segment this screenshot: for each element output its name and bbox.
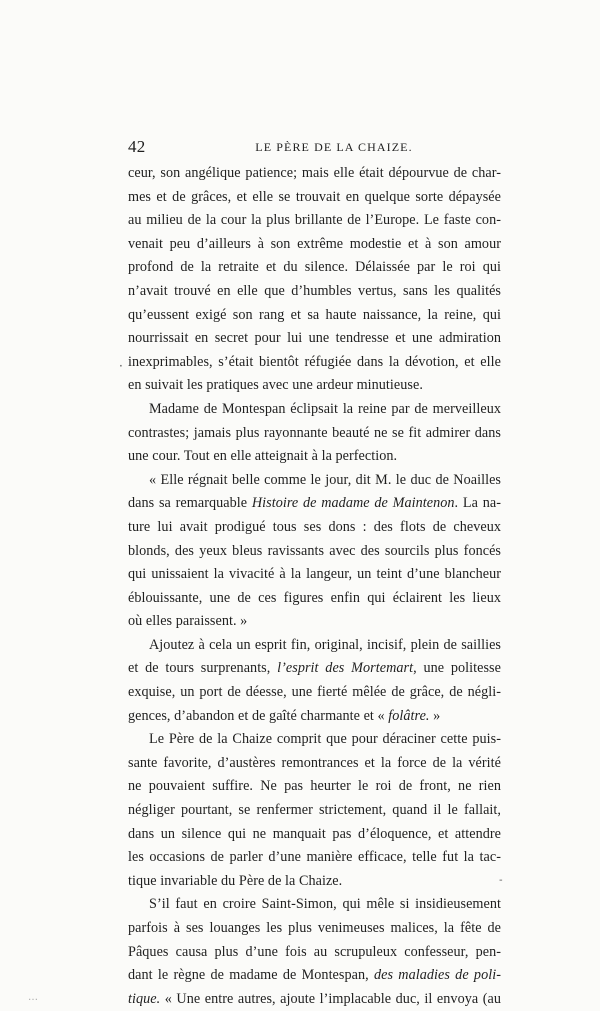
text-line: n’avait trouvé en elle que d’humbles vertus, sans les qualités <box>128 282 501 299</box>
page-number: 42 <box>128 137 146 156</box>
text-line: parfois à ses louanges les plus venimeuses malices, la fête de <box>128 920 501 936</box>
text-line: ne pouvaient suffire. Ne pas heurter le roi de front, ne rien <box>128 778 501 795</box>
text-line: profond de la retraite et du silence. Délaissée par le roi qui <box>128 259 501 276</box>
text-line: « Elle régnait belle comme le jour, dit M. le duc de Noailles <box>149 471 501 488</box>
text-line: Ajoutez à cela un esprit fin, original, incisif, plein de saillies <box>149 636 501 653</box>
text-line: dans un silence qui ne manquait pas d’éloquence, et attendre <box>128 825 501 842</box>
text-line: blonds, des yeux bleus ravissants avec des sourcils plus foncés <box>128 542 501 559</box>
text-line: mes et de grâces, et elle se trouvait en quelque sorte dépaysée <box>128 188 501 205</box>
italic-text: des maladies de poli- <box>373 967 501 984</box>
text-line: Le Père de la Chaize comprit que pour déraciner cette puis- <box>149 731 501 748</box>
text-line: éblouissante, une de ces figures enfin qui éclairent les lieux <box>128 589 501 606</box>
text-line: une cour. Tout en elle atteignait à la perfection. <box>128 448 398 465</box>
text-line: contrastes; jamais plus rayonnante beauté ne se fit admirer dans <box>128 424 501 441</box>
text-line: S’il faut en croire Saint-Simon, qui mêle si insidieusement <box>149 896 501 913</box>
body-text <box>128 162 501 1011</box>
text-line: Madame de Montespan éclipsait la reine par de merveilleux <box>149 400 501 417</box>
text-line: gences, d’abandon et de gaîté charmante et « folâtre. » <box>128 707 441 724</box>
text-line: dant le règne de madame de Montespan, des maladies de poli- <box>128 967 501 984</box>
text-line: nourrissait en secret pour lui une tendresse et une admiration <box>128 330 501 347</box>
text-line: dans sa remarquable Histoire de madame de Maintenon. La na- <box>128 495 501 512</box>
text-line: en suivait les pratiques avec une ardeur minutieuse. <box>128 377 423 394</box>
italic-text: l’esprit des Mortemart <box>277 660 414 677</box>
page-speck: … <box>28 992 38 1003</box>
italic-text: tique. <box>128 990 161 1007</box>
page-speck: - <box>499 875 503 886</box>
text-line: les occasions de parler d’une manière efficace, telle fut la tac- <box>128 849 501 866</box>
text-line: venait peu d’ailleurs à son extrême modestie et à son amour <box>128 235 501 252</box>
text-line: sante favorite, d’austères remontrances et la force de la vérité <box>128 754 501 771</box>
text-line: où elles paraissent. » <box>128 613 248 630</box>
text-line: Pâques causa plus d’une fois au scrupuleux confesseur, pen- <box>128 943 501 960</box>
text-line: ture lui avait prodigué tous ses dons : des flots de cheveux <box>128 518 501 535</box>
italic-text: Histoire de madame de Maintenon <box>251 495 455 512</box>
text-line: exquise, un port de déesse, une fierté mêlée de grâce, de négli- <box>128 684 501 701</box>
text-line: négliger pourtant, se renfermer strictement, quand il le fallait, <box>128 802 501 819</box>
text-line: qui unissaient la vivacité à la langeur, un teint d’une blancheur <box>128 566 501 583</box>
page-header <box>128 139 501 159</box>
text-line: tique invariable du Père de la Chaize. <box>128 872 343 889</box>
text-line: au milieu de la cour la plus brillante de l’Europe. Le faste con- <box>128 212 501 229</box>
text-line: inexprimables, s’était bientôt réfugiée dans la dévotion, et elle <box>128 353 501 370</box>
text-line: tique. « Une entre autres, ajoute l’implacable duc, il envoya (au <box>128 990 501 1007</box>
italic-text: folâtre. <box>388 707 430 724</box>
running-head: LE PÈRE DE LA CHAIZE. <box>255 140 413 154</box>
text-line: ceur, son angélique patience; mais elle était dépourvue de char- <box>128 165 501 181</box>
text-line: qu’eussent exigé son rang et sa haute naissance, la reine, qui <box>128 306 501 323</box>
page-speck: · <box>119 359 123 373</box>
text-line: et de tours surprenants, l’esprit des Mortemart, une politesse <box>128 660 501 677</box>
